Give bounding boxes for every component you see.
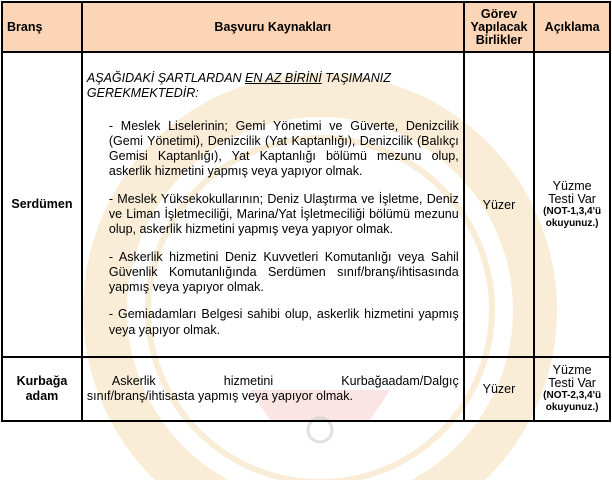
intro-text-a: AŞAĞIDAKİ ŞARTLARDAN [86, 70, 246, 85]
header-gorev: Görev Yapılacak Birlikler [464, 2, 535, 52]
header-kaynak: Başvuru Kaynakları [82, 2, 464, 52]
application-table [1, 1, 611, 422]
note-reference: (NOT-1,3,4'ü okuyunuz.) [543, 205, 602, 229]
intro-text-emphasis: EN AZ BİRİNİ [245, 70, 322, 85]
header-brans: Branş [2, 2, 82, 52]
requirements-intro [87, 71, 459, 102]
intro-text-c: TAŞIMANIZ GEREKMEKTEDİR: [86, 70, 391, 101]
requirement-item: - Gemiadamları Belgesi sahibi olup, askerlik hizmetini yapmış veya yapıyor olmak. [108, 307, 459, 337]
requirements-cell [82, 357, 464, 421]
requirement-item: - Askerlik hizmetini Deniz Kuvvetleri Komutanlığı veya Sahil Güvenlik Komutanlığında Serdümen sınıf/branş/ihtisasında yapmış veya yapıyor olmak. [108, 249, 459, 295]
note-cell [534, 357, 610, 421]
requirement-item: - Meslek Liselerinin; Gemi Yönetimi ve Güverte, Denizcilik (Gemi Yönetimi), Denizcilik (Yat Kaptanlığı), Denizcilik (Balıkçı Gemisi Kaptanlığı), Yat Kaptanlığı bölümü mezunu olup, askerlik hizmetini yapmış veya yapıyor olmak. [108, 118, 459, 179]
unit-cell: Yüzer [464, 52, 535, 357]
table-row-serdumen [2, 52, 610, 357]
note-reference: (NOT-2,3,4'ü okuyunuz.) [543, 390, 602, 413]
requirement-item: - Meslek Yüksekokullarının; Deniz Ulaştırma ve İşletme, Deniz ve Liman İşletmeciliği, Marina/Yat İşletmeciliği bölümü mezunu olup, askerlik hizmetini yapmış veya yapıyor olmak. [108, 191, 459, 237]
unit-cell: Yüzer [464, 357, 535, 421]
requirements-cell [82, 52, 464, 357]
table-row-kurbaga [2, 357, 610, 421]
requirement-line-1: Askerlik hizmetini Kurbağaadam/Dalgıç [111, 373, 459, 388]
brans-cell: Kurbağa adam [2, 357, 82, 421]
note-cell [534, 52, 610, 357]
note-main: Yüzme Testi Var [548, 363, 596, 390]
header-row [2, 2, 610, 52]
requirement-line-2: sınıf/branş/ihtisasta yapmış veya yapıyor olmak. [86, 389, 353, 403]
note-main: Yüzme Testi Var [548, 178, 596, 206]
header-aciklama: Açıklama [534, 2, 610, 52]
brans-cell: Serdümen [2, 52, 82, 357]
